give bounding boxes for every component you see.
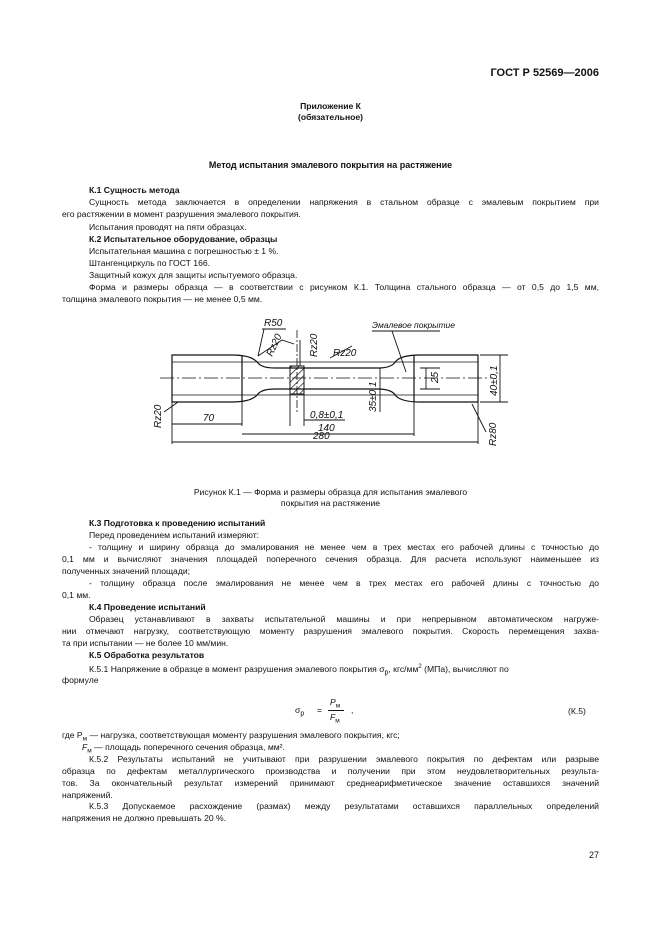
k3-heading: К.3 Подготовка к проведению испытаний xyxy=(89,518,266,528)
formula-equals: = xyxy=(317,705,323,715)
formula-number: (К.5) xyxy=(568,706,586,716)
label-rz20: Rz20 xyxy=(309,333,320,357)
k5-2-line: К.5.2 Результаты испытаний не учитывают при разрушении эмалевого покрытия по дефектам или разрыве xyxy=(89,754,599,764)
k5-2-line: тов. За окончательный результат измерений принимают среднеарифметическое значение оставшихся значений xyxy=(62,778,599,788)
where-line: $F_м$ — площадь поперечного сечения образца, мм². xyxy=(82,742,285,755)
k5-3-line: напряжения не должно превышать 20 %. xyxy=(62,813,227,823)
appendix-status: (обязательное) xyxy=(297,112,364,122)
k4-line: нии отмечают нагрузку, соответствующую моменту разрушения эмалевого покрытия. Скорость перемещения захва- xyxy=(62,626,599,636)
figure-caption: покрытия на растяжение xyxy=(280,498,381,508)
k4-heading: К.4 Проведение испытаний xyxy=(89,602,206,612)
k5-2-line: напряжений. xyxy=(62,790,113,800)
appendix-title: Приложение К xyxy=(300,101,361,111)
k2-line: Форма и размеры образца — в соответствии с рисунком К.1. Толщина стального образца — от 0,5 до 1,5 мм, xyxy=(89,282,599,292)
page-number: 27 xyxy=(588,850,599,860)
formula-lhs: $\sigma_р$ xyxy=(295,705,305,718)
label-dim-70: 70 xyxy=(203,413,215,424)
label-rz20: Rz20 xyxy=(333,348,357,359)
formula xyxy=(295,697,375,725)
label-rz20-left: Rz20 xyxy=(153,404,164,428)
k5-1-line: К.5.1 Напряжение в образце в момент разрушения эмалевого покрытия $\sigma_р$, кгс/$мм^2$ (МПа), вычисляют по xyxy=(89,663,509,677)
k2-line: Штангенциркуль по ГОСТ 166. xyxy=(89,258,211,268)
specimen-drawing xyxy=(140,310,520,482)
label-dim-35: 35±0,1 xyxy=(368,381,379,412)
where-line: где $P_м$ — нагрузка, соответствующая моменту разрушения эмалевого покрытия, кгс; xyxy=(62,730,400,743)
k2-heading: К.2 Испытательное оборудование, образцы xyxy=(89,234,278,244)
document-number: ГОСТ Р 52569—2006 xyxy=(490,67,599,79)
label-r50: R50 xyxy=(264,318,283,329)
k3-line: - толщину и ширину образца до эмалирования не менее чем в трех местах его рабочей длины с точностью до xyxy=(89,542,599,552)
fraction-bar xyxy=(328,710,344,711)
label-dim-25: 25 xyxy=(430,371,441,383)
figure-caption: Рисунок К.1 — Форма и размеры образца для испытания эмалевого xyxy=(193,487,468,497)
label-rz20: Rz20 xyxy=(264,332,285,359)
k3-line: - толщину образца после эмалирования не менее чем в трех местах его рабочей длины с точностью до xyxy=(89,578,599,588)
label-dim-40: 40±0,1 xyxy=(489,365,500,396)
k1-paragraph-line: его растяжении в момент разрушения эмалевого покрытия. xyxy=(62,209,301,219)
formula-numerator: $P_м$ xyxy=(330,697,341,710)
k2-line: Защитный кожух для защиты испытуемого образца. xyxy=(89,270,298,280)
k5-3-line: К.5.3 Допускаемое расхождение (размах) между результатами оставшихся параллельных определений xyxy=(89,801,599,811)
formula-comma: , xyxy=(351,705,354,715)
k5-2-line: образца по дефектам металлургического производства и получении при этом неудовлетворительных результа- xyxy=(62,766,599,776)
k3-line: 0,1 мм и вычисляют значения площадей поперечного сечения образца. Для расчета используют наименьшее из xyxy=(62,554,599,564)
k3-line: Перед проведением испытаний измеряют: xyxy=(89,530,260,540)
k3-line: 0,1 мм. xyxy=(62,590,91,600)
k5-heading: К.5 Обработка результатов xyxy=(89,650,205,660)
k4-line: Образец устанавливают в захваты испытательной машины и при непрерывном автоматическом нагруже- xyxy=(89,614,599,624)
k2-line: Испытательная машина с погрешностью ± 1 %. xyxy=(89,246,279,256)
label-rz80-right: Rz80 xyxy=(488,422,499,446)
label-dim-280: 280 xyxy=(313,431,330,442)
k3-line: полученных значений площади; xyxy=(62,566,191,576)
label-coating: Эмалевое покрытие xyxy=(372,320,455,330)
label-dim-0-8: 0,8±0,1 xyxy=(310,410,344,421)
formula-denominator: $F_м$ xyxy=(330,712,340,725)
section-title: Метод испытания эмалевого покрытия на растяжение xyxy=(208,160,453,170)
k2-line: толщина эмалевого покрытия — не менее 0,5 мм. xyxy=(62,294,263,304)
k5-1-line: формуле xyxy=(62,675,99,685)
k1-paragraph-line: Испытания проводят на пяти образцах. xyxy=(89,222,247,232)
k1-heading: К.1 Сущность метода xyxy=(89,185,180,195)
k1-paragraph-line: Сущность метода заключается в определении напряжения в стальном образце с эмалевым покрытием при xyxy=(89,197,599,207)
label-dim-140: 140 xyxy=(318,423,335,434)
k4-line: та при испытании — не более 10 мм/мин. xyxy=(62,638,229,648)
